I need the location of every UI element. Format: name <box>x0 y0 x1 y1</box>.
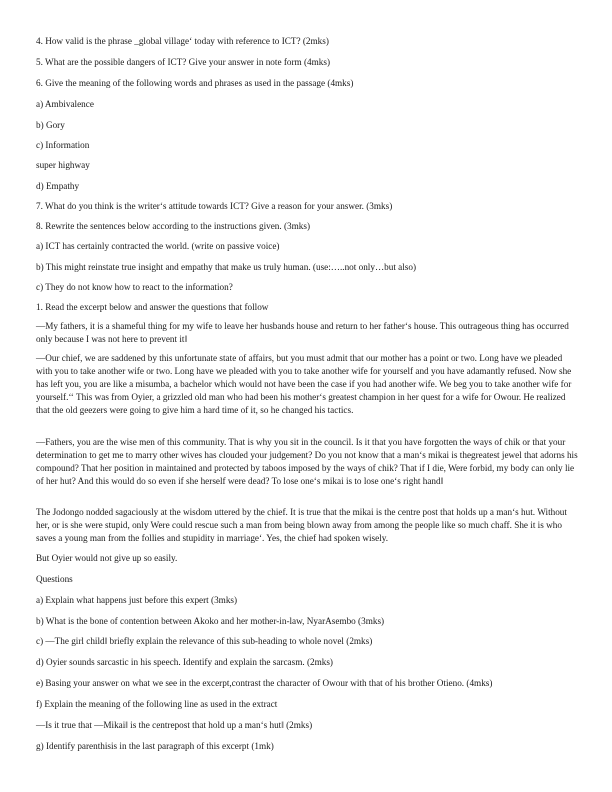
question-f-quote: —Is it true that —Mikai‖ is the centrepost that hold up a man‘s hut‖ (2mks) <box>36 720 313 730</box>
question-g: g) Identify parenthisis in the last paragraph of this excerpt (1mk) <box>36 741 274 751</box>
question-8c: c) They do not know how to react to the information? <box>36 282 233 292</box>
excerpt-paragraph-3: —Fathers, you are the wise men of this community. That is why you sit in the council. Is it that you have forgotten the ways of chik or that your determination to get me to marry other wives has clouded your judgement? Do you not know that a man‘s mikai is thegreatest jewel that adorns his compound? That her position in maintained and protected by taboos imposed by the ways of chik? That if I die, Were forbid, my body can only lie of her hut? And this would do so even if she herself were dead? To lose one‘s mikai is to lose one‘s right hand‖ <box>36 437 578 487</box>
excerpt-closing-line: But Oyier would not give up so easily. <box>36 553 178 563</box>
excerpt-paragraph-2: —Our chief, we are saddened by this unfortunate state of affairs, but you must admit that our mother has a point or two. Long have we pleaded with you to take another wife or two. Long have we pleaded with you to take another wife for yourself and you have adamantly refused. Now she has left you, you are like a misumba, a bachelor which would not have been the case if you had another wife. We beg you to take another wife for yourself.‘‘ This was from Oyier, a grizzled old man who had been his mother‘s greatest champion in her quest for a wife for Owour. He realized that the old geezers were going to give him a hard time of it, so he changed his tactics. <box>36 353 572 416</box>
question-8a: a) ICT has certainly contracted the world. (write on passive voice) <box>36 241 280 251</box>
excerpt-paragraph-1: —My fathers, it is a shameful thing for my wife to leave her husbands house and return to her father‘s house. This outrageous thing has occurred only because I was not here to prevent it‖ <box>36 321 569 345</box>
question-7: 7. What do you think is the writer‘s attitude towards ICT? Give a reason for your answer. (3mks) <box>36 201 393 211</box>
question-e: e) Basing your answer on what we see in the excerpt,contrast the character of Owour with that of his brother Otieno. (4mks) <box>36 678 493 688</box>
excerpt-instruction: 1. Read the excerpt below and answer the questions that follow <box>36 302 269 312</box>
question-6b: b) Gory <box>36 120 65 130</box>
question-6c-continued: super highway <box>36 160 90 170</box>
question-b: b) What is the bone of contention between Akoko and her mother-in-law, NyarAsembo (3mks) <box>36 616 385 626</box>
questions-heading: Questions <box>36 574 73 584</box>
question-8b: b) This might reinstate true insight and empathy that make us truly human. (use:…..not only…but also) <box>36 262 417 272</box>
question-d: d) Oyier sounds sarcastic in his speech. Identify and explain the sarcasm. (2mks) <box>36 657 333 667</box>
question-5: 5. What are the possible dangers of ICT? Give your answer in note form (4mks) <box>36 57 331 67</box>
question-4: 4. How valid is the phrase _global village‘ today with reference to ICT? (2mks) <box>36 36 329 46</box>
question-6c: c) Information <box>36 140 90 150</box>
question-f: f) Explain the meaning of the following line as used in the extract <box>36 699 278 709</box>
excerpt-paragraph-4: The Jodongo nodded sagaciously at the wisdom uttered by the chief. It is true that the mikai is the centre post that holds up a man‘s hut. Without her, or is she were stupid, only Were could rescue such a man from being blown away from among the people like so much chaff. She it is who saves a young man from the follies and stupidity in marriage‘. Yes, the chief had spoken wisely. <box>36 507 567 544</box>
question-6: 6. Give the meaning of the following words and phrases as used in the passage (4mks) <box>36 78 354 88</box>
question-a: a) Explain what happens just before this expert (3mks) <box>36 595 238 605</box>
question-c: c) —The girl child‖ briefly explain the relevance of this sub-heading to whole novel (2mks) <box>36 636 373 646</box>
question-8: 8. Rewrite the sentences below according to the instructions given. (3mks) <box>36 221 311 231</box>
question-6d: d) Empathy <box>36 181 80 191</box>
question-6a: a) Ambivalence <box>36 99 94 109</box>
